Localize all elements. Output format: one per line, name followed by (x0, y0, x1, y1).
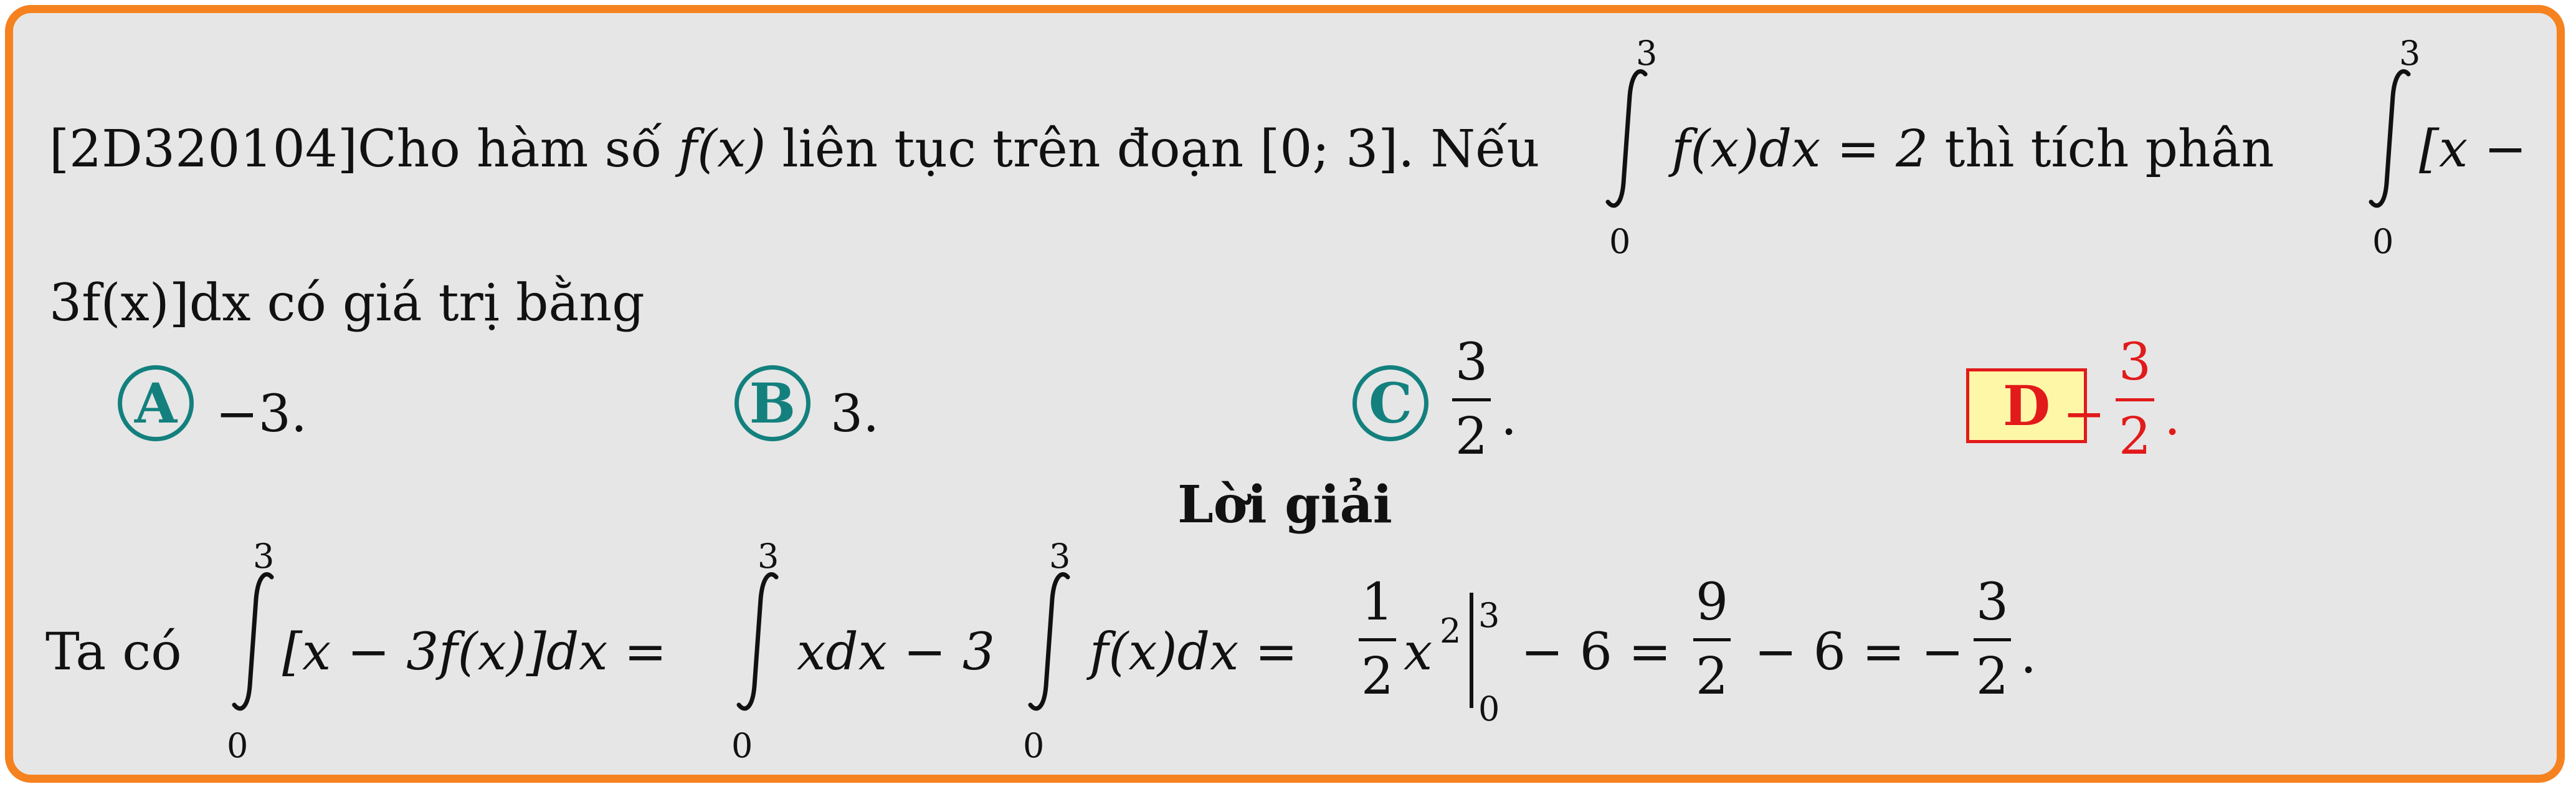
solution-ta-co: Ta có (45, 623, 182, 682)
option-c-suffix: . (1501, 388, 1518, 447)
nine-numerator: 9 (1695, 573, 1729, 632)
option-b-label[interactable]: B (734, 365, 810, 441)
integral-1-body (1671, 120, 2274, 179)
option-d-fraction (2116, 333, 2154, 466)
option-d-label[interactable]: D (1966, 368, 2087, 443)
solution-integral-1-lower: 0 (227, 726, 249, 765)
integral-sign-icon (1602, 34, 1658, 224)
option-c-fraction (1452, 333, 1491, 466)
half-denominator: 2 (1361, 647, 1394, 706)
solution-term-2: xdx − 3 (797, 623, 995, 682)
option-c-numerator: 3 (1455, 333, 1488, 392)
result-numerator: 3 (1975, 573, 2009, 632)
option-d-suffix: . (2164, 388, 2181, 447)
evaluation-bar (1470, 593, 1473, 708)
if-text: Nếu (1430, 120, 1540, 179)
solution-nine-halves (1693, 573, 1731, 706)
solution-integral-3-lower: 0 (1023, 726, 1045, 765)
integral-2-upper: 3 (2399, 34, 2421, 73)
result-denominator: 2 (1975, 647, 2009, 706)
question-code: [2D320104] (49, 120, 358, 179)
integral-sign-icon (2365, 34, 2421, 224)
function-fx: f(x) (678, 120, 766, 179)
integral-1-upper: 3 (1636, 34, 1658, 73)
option-d-denominator: 2 (2118, 407, 2152, 466)
solution-term-3: f(x)dx = (1090, 623, 1298, 682)
evaluation-upper: 3 (1478, 596, 1500, 635)
integral-sign-icon (1012, 537, 1080, 727)
option-d-numerator: 3 (2118, 333, 2152, 392)
evaluation-lower: 0 (1478, 689, 1500, 729)
option-c-denominator: 2 (1455, 407, 1488, 466)
solution-integral-2 (708, 537, 807, 765)
question-line-2-text: 3f(x)]dx có giá trị bằng (49, 274, 645, 333)
solution-result (1974, 573, 2011, 706)
integral-1-lower: 0 (1609, 222, 1631, 261)
integral-1-expr: f(x)dx = 2 (1671, 120, 1929, 179)
solution-integral-1-upper: 3 (253, 537, 275, 576)
integral-sign-icon (216, 537, 284, 727)
option-a-label[interactable]: A (118, 365, 194, 441)
solution-exponent: 2 (1440, 611, 1461, 651)
solution-integral-3-upper: 3 (1049, 537, 1071, 576)
solution-integral-2-lower: 0 (731, 726, 753, 765)
option-c-label[interactable]: C (1352, 365, 1428, 441)
option-b-value: 3. (830, 385, 880, 444)
question-intro: Cho hàm số (357, 120, 662, 179)
solution-term-4: − 6 = (1521, 623, 1671, 682)
option-d-sign: − (2063, 385, 2106, 444)
integral-sign-icon (720, 537, 789, 727)
option-a-value: −3. (216, 385, 307, 444)
then-text: thì tích phân (1944, 120, 2274, 179)
solution-x: x (1404, 623, 1433, 682)
solution-integral-3 (999, 537, 1099, 765)
solution-term-1: [x − 3f(x)]dx = (282, 623, 667, 682)
continuous-text: liên tục trên đoạn (782, 120, 1244, 179)
interval: [0; 3]. (1260, 120, 1415, 179)
question-line-1 (49, 120, 1540, 179)
solution-title: Lời giải (1177, 475, 1392, 535)
solution-term-5: − 6 = − (1754, 623, 1964, 682)
integral-2-lower: 0 (2372, 222, 2394, 261)
solution-integral-2-upper: 3 (758, 537, 779, 576)
nine-denominator: 2 (1695, 647, 1729, 706)
solution-end: . (2020, 626, 2037, 685)
question-card (5, 5, 2565, 783)
integral-2-open: [x − (2419, 120, 2527, 179)
solution-half (1359, 573, 1396, 706)
question-line-2 (49, 274, 645, 333)
half-numerator: 1 (1361, 573, 1394, 632)
